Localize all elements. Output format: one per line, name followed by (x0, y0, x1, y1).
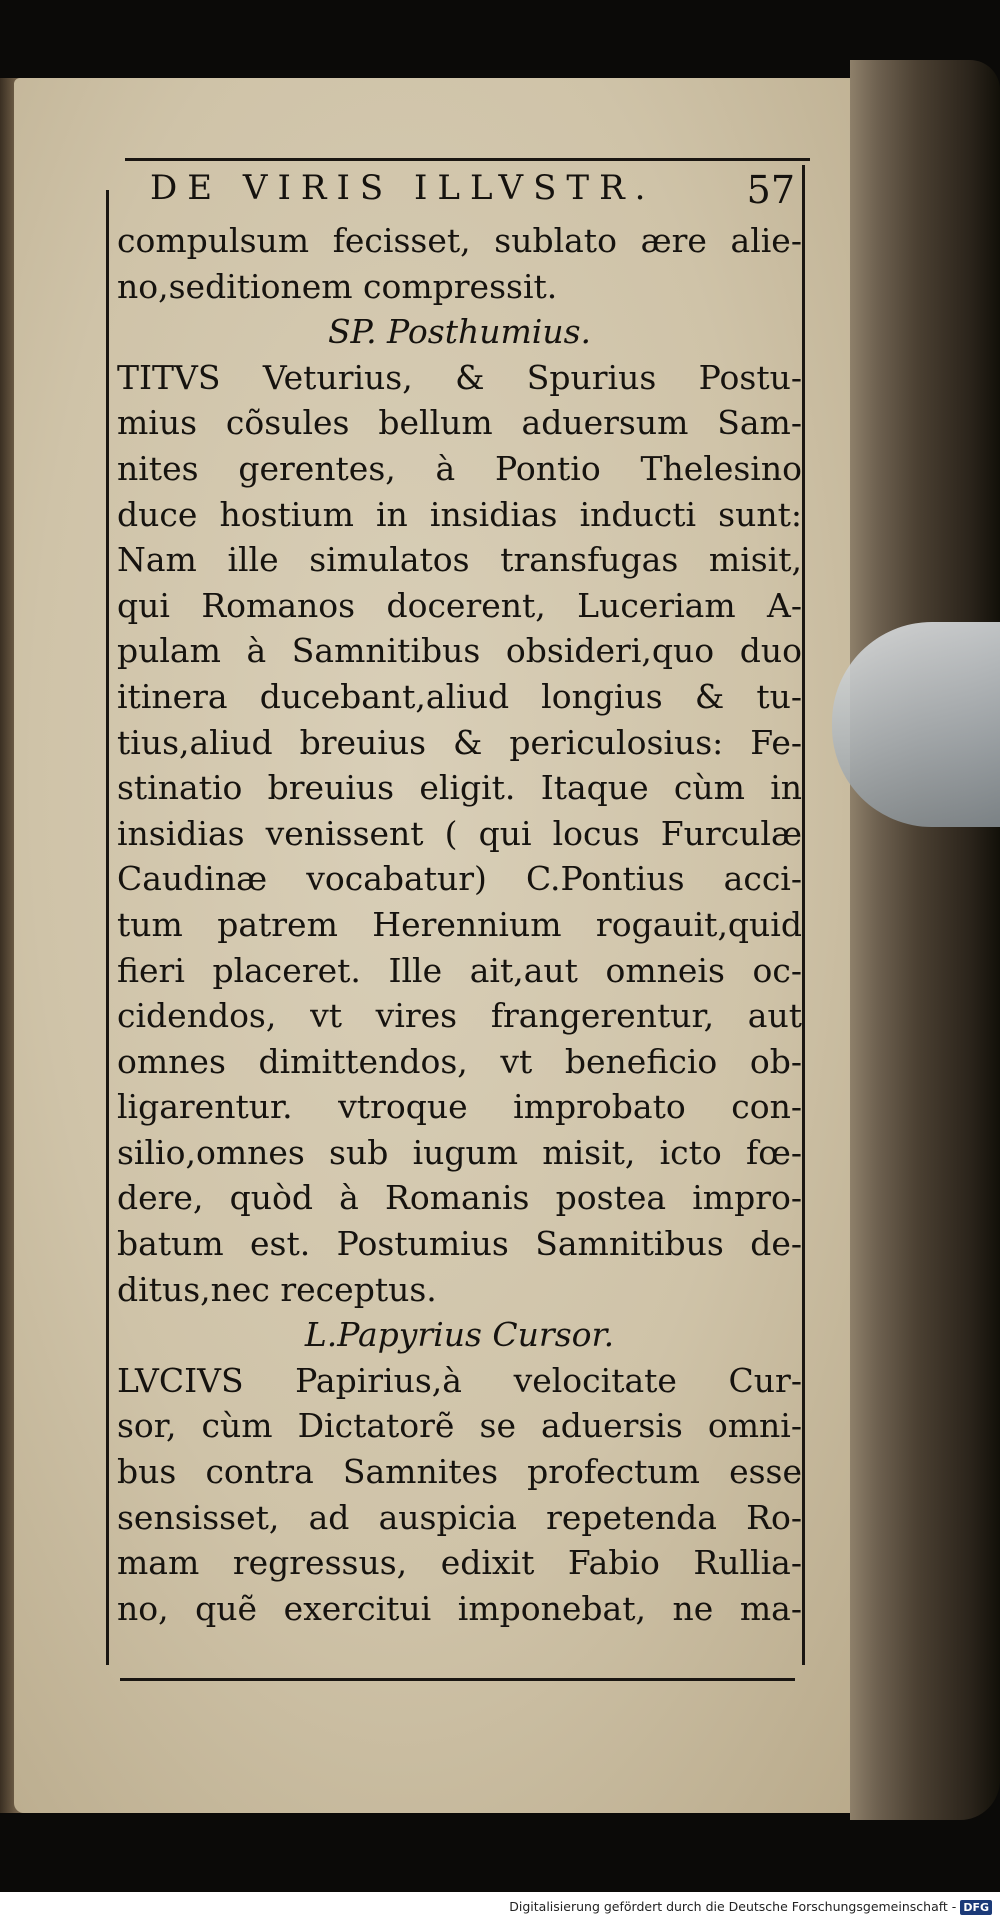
text-line: TITVS Veturius, & Spurius Postu- (117, 357, 802, 397)
text-line: bus contra Samnites profectum esse (117, 1452, 802, 1492)
text-line: mius cõsules bellum aduersum Sam- (117, 403, 802, 443)
page-number: 57 (746, 168, 795, 212)
text-line: no, quẽ exercitui imponebat, ne ma- (117, 1588, 802, 1628)
text-line: tius,aliud breuius & periculosius: Fe- (117, 722, 802, 762)
text-line: omnes dimittendos, vt beneficio ob- (117, 1041, 802, 1081)
text-line: duce hostium in insidias inducti sunt: (117, 494, 802, 534)
text-line: compulsum fecisset, sublato ære alie- (117, 221, 802, 260)
text-line: insidias venissent ( qui locus Furculæ (117, 813, 802, 853)
running-title: DE VIRIS ILLVSTR. (150, 168, 656, 208)
page-block-edge (850, 60, 1000, 1820)
text-line: tum patrem Herennium rogauit,quid (117, 904, 802, 944)
text-line: silio,omnes sub iugum misit, icto fœ- (117, 1132, 802, 1172)
left-border-rule (106, 190, 109, 1665)
footer-bar (0, 1892, 1000, 1924)
text-line: sensisset, ad auspicia repetenda Ro- (117, 1497, 802, 1537)
text-line: batum est. Postumius Samnitibus de- (117, 1224, 802, 1264)
text-line: no,seditionem compressit. (117, 266, 558, 306)
text-line: sor, cùm Dictatorẽ se aduersis omni- (117, 1406, 802, 1446)
footer-credit (509, 1899, 992, 1915)
bottom-rule (120, 1678, 795, 1681)
text-line: fieri placeret. Ille ait,aut omneis oc- (117, 950, 802, 990)
text-line: Nam ille simulatos transfugas misit, (117, 540, 802, 580)
section-heading: L.Papyrius Cursor. (304, 1315, 615, 1355)
footer-credit-text: Digitalisierung gefördert durch die Deutsche Forschungsgemeinschaft - (509, 1899, 957, 1914)
text-line: ditus,nec receptus. (117, 1269, 437, 1309)
text-line: stinatio breuius eligit. Itaque cùm in (117, 768, 802, 808)
text-line: nites gerentes, à Pontio Thelesino (117, 448, 802, 488)
text-line: Caudinæ vocabatur) C.Pontius acci- (117, 859, 802, 899)
text-line: pulam à Samnitibus obsideri,quo duo (117, 631, 802, 671)
text-line: mam regressus, edixit Fabio Rullia- (117, 1543, 802, 1583)
text-line: itinera ducebant,aliud longius & tu- (117, 676, 802, 716)
running-header (150, 168, 795, 214)
text-line: ligarentur. vtroque improbato con- (117, 1087, 802, 1127)
text-line: qui Romanos docerent, Luceriam A- (117, 585, 802, 625)
text-line: cidendos, vt vires frangerentur, aut (117, 996, 802, 1036)
text-line: dere, quòd à Romanis postea impro- (117, 1178, 802, 1218)
right-border-rule (802, 165, 805, 1665)
dfg-logo: DFG (960, 1900, 992, 1915)
top-rule (125, 158, 810, 161)
text-block (117, 218, 802, 1631)
text-line: LVCIVS Papirius,à velocitate Cur- (117, 1360, 802, 1400)
section-heading: SP. Posthumius. (327, 312, 592, 352)
